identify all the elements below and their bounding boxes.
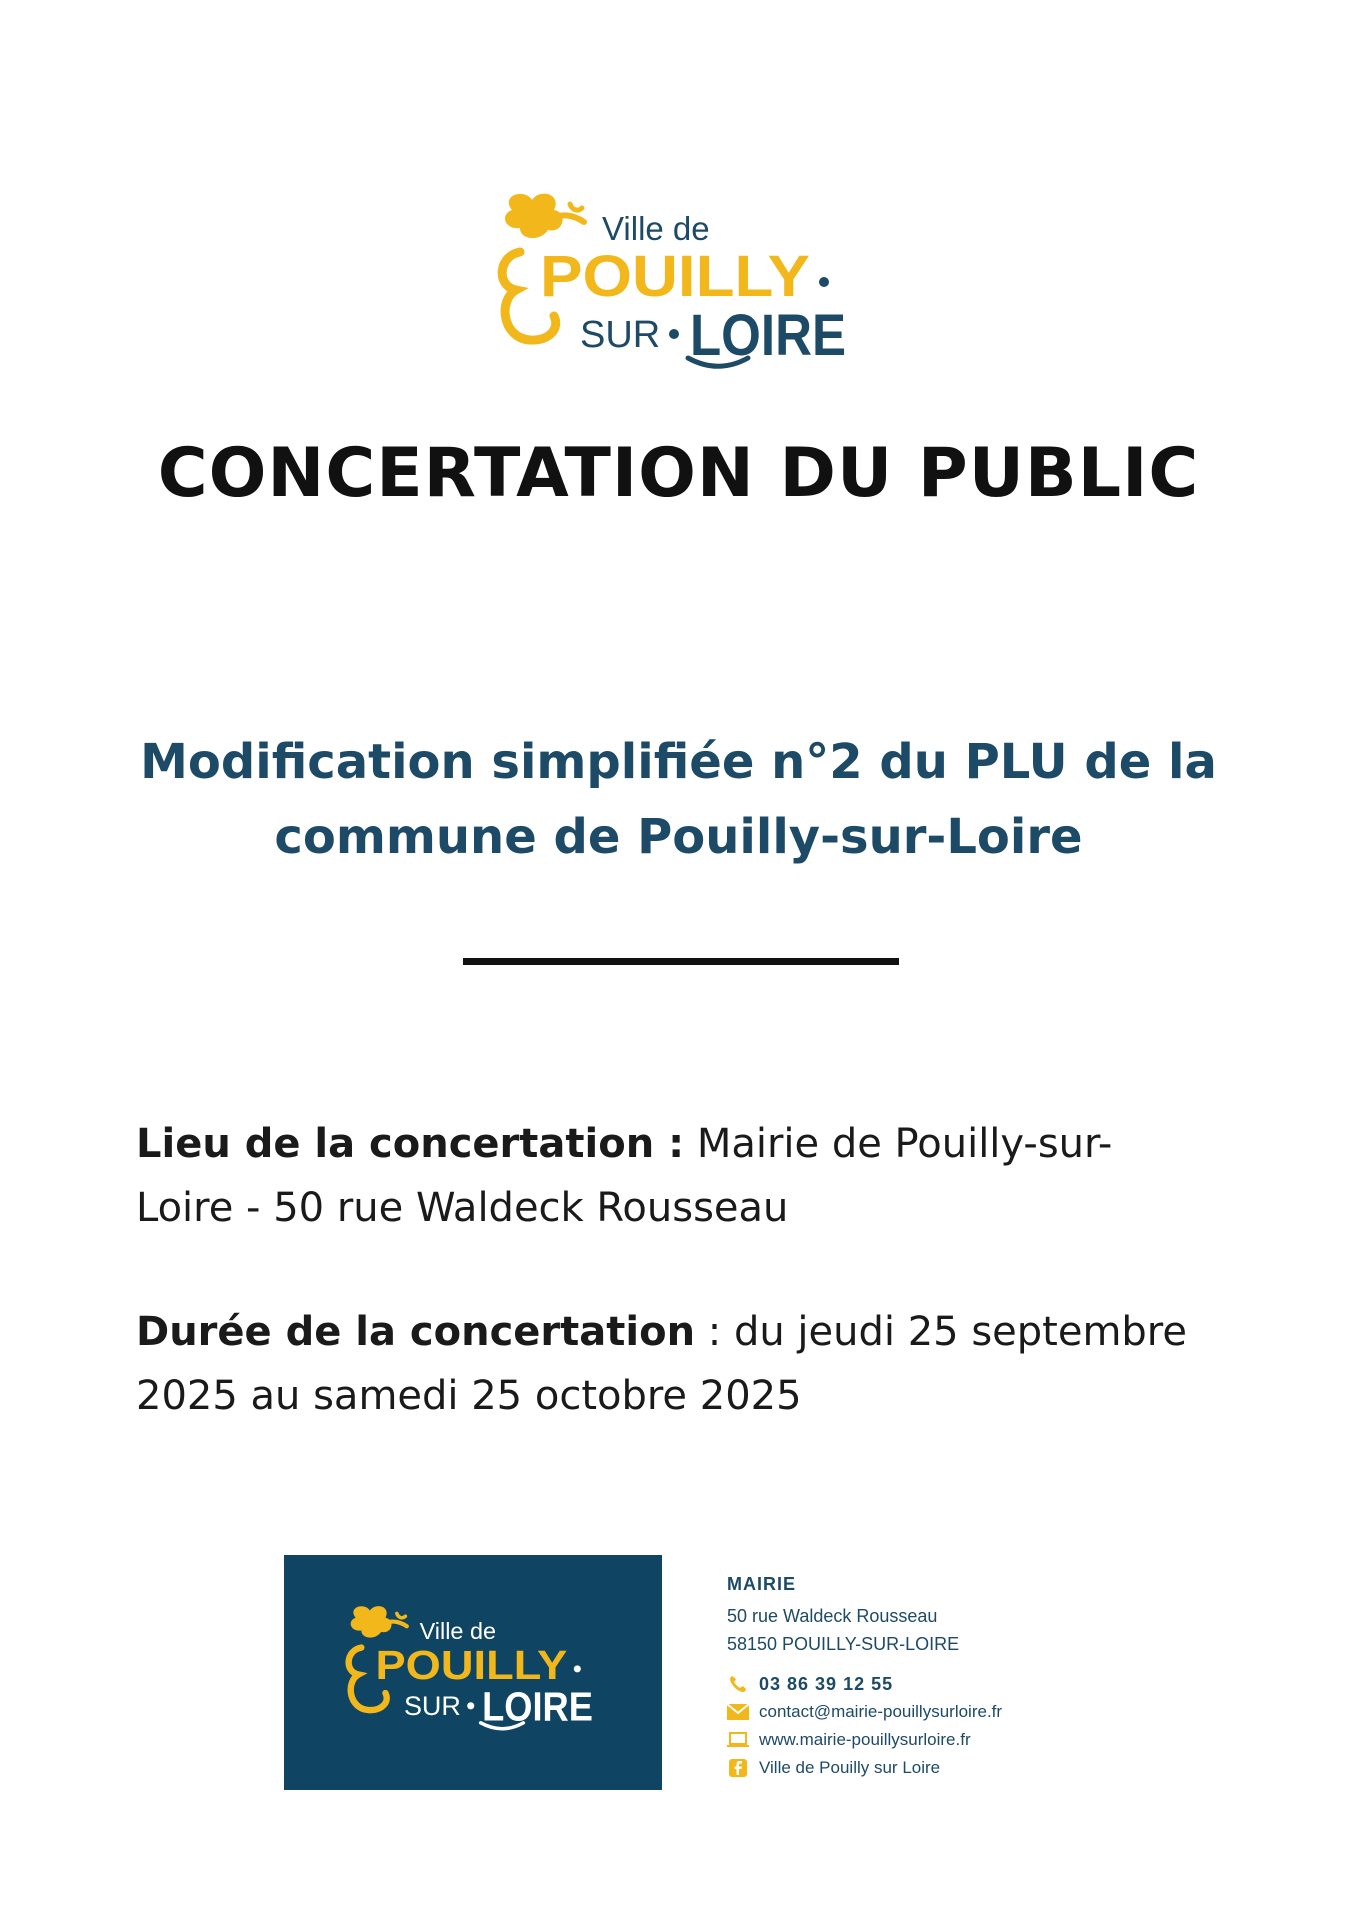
contact-phone[interactable] xyxy=(727,1670,1127,1698)
page-title: CONCERTATION DU PUBLIC xyxy=(157,434,1200,513)
envelope-icon xyxy=(727,1701,749,1723)
footer-logo-ville-de: Ville de xyxy=(419,1618,497,1645)
subtitle-line-1: Modification simplifiée n°2 du PLU de la xyxy=(140,734,1217,790)
duree-label: Durée de la concertation xyxy=(136,1309,696,1355)
address-line-2: 58150 POUILLY-SUR-LOIRE xyxy=(727,1634,960,1654)
lieu-value: Mairie de Pouilly-sur- xyxy=(684,1121,1113,1167)
facebook-icon xyxy=(727,1757,749,1779)
subtitle-line-2: commune de Pouilly-sur-Loire xyxy=(274,809,1083,865)
lieu-value-line-2: Loire - 50 rue Waldeck Rousseau xyxy=(136,1185,789,1231)
website-url: www.mairie-pouillysurloire.fr xyxy=(759,1730,971,1749)
info-lieu xyxy=(136,1112,1246,1240)
address-line-1: 50 rue Waldeck Rousseau xyxy=(727,1606,938,1626)
phone-icon xyxy=(727,1673,749,1695)
footer-logo-loire: LOIRE xyxy=(482,1683,593,1730)
logo-ville-de: Ville de xyxy=(602,210,710,247)
subtitle xyxy=(100,725,1257,875)
divider xyxy=(463,958,899,965)
facebook-page: Ville de Pouilly sur Loire xyxy=(759,1758,941,1777)
duree-value: : du jeudi 25 septembre xyxy=(695,1309,1187,1355)
footer-town-logo xyxy=(340,1596,610,1746)
email-address: contact@mairie-pouillysurloire.fr xyxy=(759,1702,1003,1721)
phone-number: 03 86 39 12 55 xyxy=(759,1673,894,1694)
footer-logo-sur: SUR xyxy=(403,1691,461,1722)
logo-sur: SUR xyxy=(580,314,661,356)
contact-email[interactable] xyxy=(727,1698,1127,1726)
contact-facebook[interactable] xyxy=(727,1754,1127,1782)
laptop-icon xyxy=(727,1729,749,1751)
contact-block xyxy=(727,1574,1127,1782)
duree-value-line-2: 2025 au samedi 25 octobre 2025 xyxy=(136,1373,802,1419)
lieu-label: Lieu de la concertation : xyxy=(136,1121,685,1167)
info-duree xyxy=(136,1300,1246,1428)
footer-logo-pouilly: POUILLY xyxy=(375,1641,568,1688)
mairie-heading: MAIRIE xyxy=(727,1574,796,1594)
town-logo xyxy=(490,190,870,380)
logo-pouilly: POUILLY xyxy=(540,244,810,309)
contact-website[interactable] xyxy=(727,1726,1127,1754)
logo-loire: LOIRE xyxy=(690,303,846,368)
